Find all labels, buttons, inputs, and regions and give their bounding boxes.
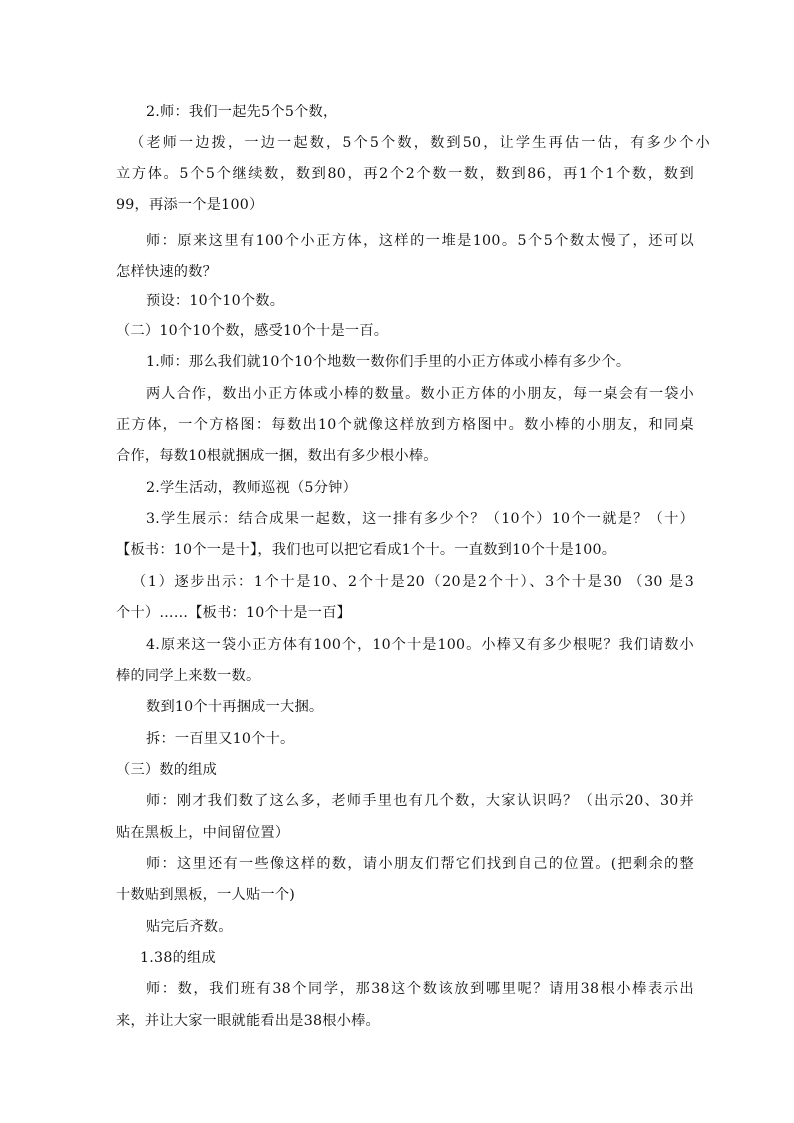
text-line-9: 1.师：那么我们就10个10个地数一数你们手里的小正方体或小棒有多少个。 (146, 354, 631, 370)
text-line-20: 数到10个十再捆成一大捆。 (146, 699, 324, 715)
text-line-6: 怎样快速的数？ (116, 264, 218, 280)
text-line-13: 2.学生活动，教师巡视（5分钟） (146, 480, 358, 496)
subsection-heading: 1.38的组成 (140, 950, 216, 966)
text-line-29: 师：数，我们班有38个同学，那38这个数该放到哪里呢？请用38根小棒表示出 (146, 981, 694, 997)
text-line-17: 个十）……【板书：10个十是一百】 (116, 605, 352, 621)
text-line-19: 棒的同学上来数一数。 (116, 668, 261, 684)
text-line-25: 师：这里还有一些像这样的数，请小朋友们帮它们找到自己的位置。(把剩余的整 (146, 856, 694, 872)
text-line-3: 立方体。5个5个继续数，数到80，再2个2个数一数，数到86，再1个1个数，数到 (116, 166, 694, 182)
text-line-4: 99，再添一个是100） (116, 197, 264, 213)
section-heading-3: （三）数的组成 (116, 762, 218, 778)
section-heading-2: （二）10个10个数，感受10个十是一百。 (116, 323, 389, 339)
text-line-23: 师：刚才我们数了这么多，老师手里也有几个数，大家认识吗？（出示20、30并 (146, 793, 694, 809)
text-line-30: 来，并让大家一眼就能看出是38根小棒。 (116, 1013, 380, 1029)
text-line-10: 两人合作，数出小正方体或小棒的数量。数小正方体的小朋友，每一桌会有一袋小 (146, 386, 694, 402)
text-line-11: 正方体，一个方格图：每数出10个就像这样放到方格图中。数小棒的小朋友，和同桌 (116, 417, 694, 433)
text-line-24: 贴在黑板上，中间留位置） (116, 825, 290, 841)
text-line-7: 预设：10个10个数。 (146, 293, 285, 309)
text-line-5: 师：原来这里有100个小正方体，这样的一堆是100。5个5个数太慢了，还可以 (146, 233, 694, 249)
text-line-26: 十数贴到黑板，一人贴一个) (116, 887, 296, 903)
text-line-1: 2.师：我们一起先5个5个数， (146, 104, 338, 120)
text-line-21: 拆：一百里又10个十。 (146, 731, 295, 747)
text-line-12: 合作，每数10根就捆成一捆，数出有多少根小棒。 (116, 448, 438, 464)
text-line-27: 贴完后齐数。 (146, 919, 233, 935)
text-line-18: 4.原来这一袋小正方体有100个，10个十是100。小棒又有多少根呢？我们请数小 (146, 637, 694, 653)
text-line-2: （老师一边拨，一边一起数，5个5个数，数到50，让学生再估一估，有多少个小 (130, 135, 710, 151)
text-line-16: （1）逐步出示：1个十是10、2个十是20（20是2个十）、3个十是30 （30 是3 (132, 574, 694, 590)
text-line-14: 3.学生展示：结合成果一起数，这一排有多少个？（10个）10个一就是？（十） (146, 511, 694, 527)
text-line-15: 【板书：10个一是十】，我们也可以把它看成1个十。一直数到10个十是100。 (116, 542, 617, 558)
